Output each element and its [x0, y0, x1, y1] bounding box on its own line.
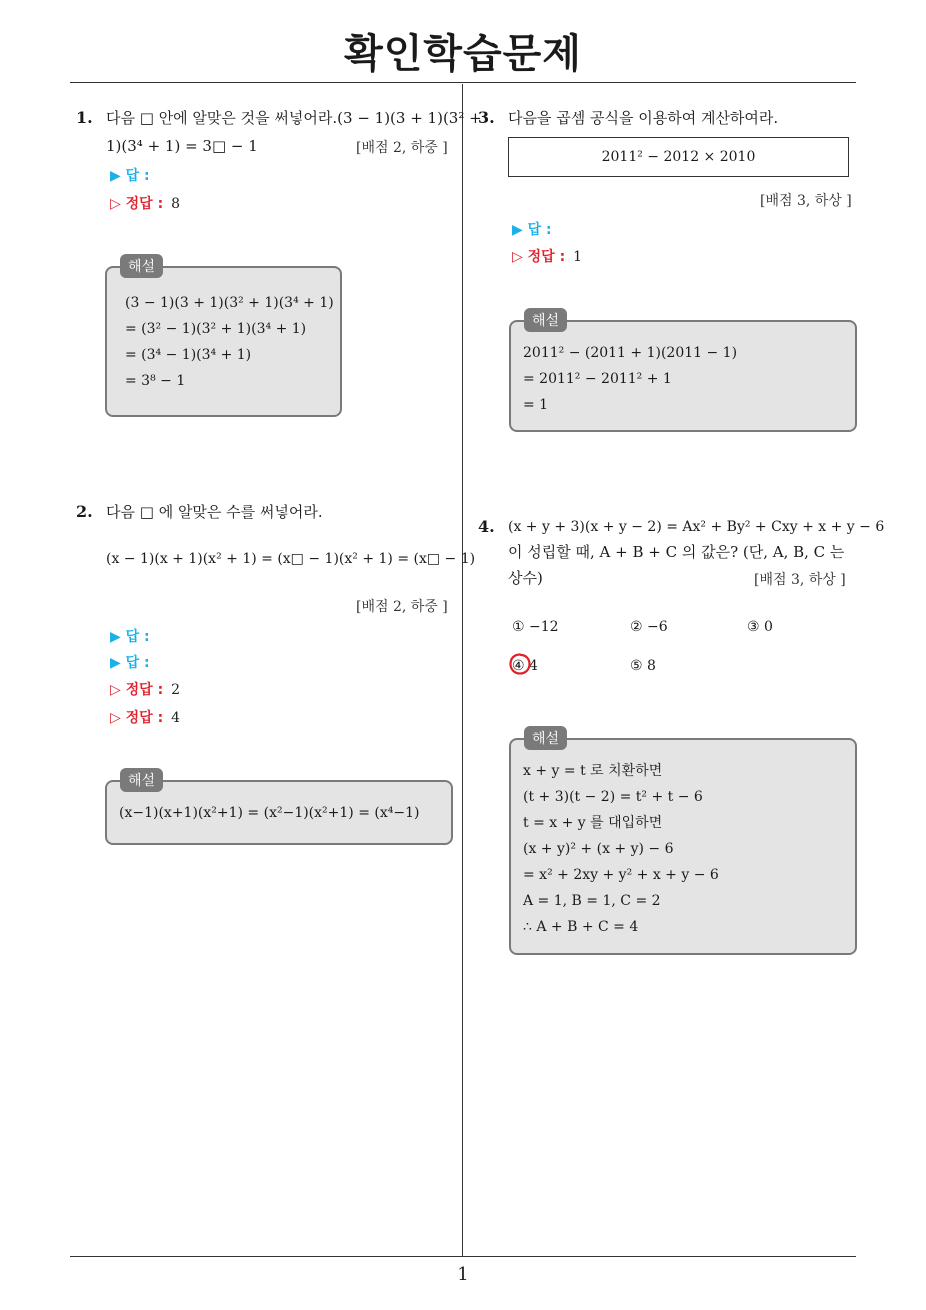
q1-number: 1. [76, 108, 93, 127]
q1-correct-row [110, 193, 180, 213]
q4-solution-lines [523, 758, 719, 940]
q2-correct-label-2: ▷ 정답 : [110, 710, 164, 726]
q4-choice-5[interactable]: ⑤ 8 [630, 658, 656, 674]
q3-answer-label: ▶ 답 : [512, 222, 552, 238]
q4-choice-2[interactable]: ② −6 [630, 619, 668, 635]
q3-correct-row [512, 246, 582, 266]
q4-solution-tag: 해설 [524, 726, 567, 750]
q2-solution-tag: 해설 [120, 768, 163, 792]
page-number: 1 [457, 1264, 469, 1285]
q3-correct-label: ▷ 정답 : [512, 249, 566, 265]
q1-solution-line: = (3² − 1)(3² + 1)(3⁴ + 1) [125, 321, 307, 337]
q2-text: 다음 □ 에 알맞은 수를 써넣어라. [106, 503, 323, 521]
q4-solution-line: = x² + 2xy + y² + x + y − 6 [523, 867, 719, 883]
top-rule [70, 82, 856, 83]
q2-answer-label-2: ▶ 답 : [110, 655, 150, 671]
q3-meta: [배점 3, 하상 ] [760, 193, 852, 209]
q3-expression: 2011² − 2012 × 2010 [601, 149, 756, 165]
q4-text-line1: (x + y + 3)(x + y − 2) = Ax² + By² + Cxy + x + y − 6 [508, 519, 885, 535]
q2-correct-row-1 [110, 679, 180, 699]
q1-meta: [배점 2, 하중 ] [356, 140, 448, 156]
q1-text-line2: 1)(3⁴ + 1) = 3□ − 1 [106, 137, 258, 155]
q4-solution-box [509, 738, 857, 955]
q1-solution-lines [125, 290, 334, 394]
q3-correct-value: 1 [573, 249, 583, 265]
q2-correct-value-1: 2 [171, 682, 181, 698]
q3-number: 3. [478, 108, 495, 127]
q1-answer-label: ▶ 답 : [110, 168, 150, 184]
q2-correct-row-2 [110, 707, 180, 727]
q3-solution-line: = 2011² − 2011² + 1 [523, 371, 672, 387]
q1-solution-box [105, 266, 342, 417]
q4-solution-line: A = 1, B = 1, C = 2 [523, 893, 661, 909]
q3-solution-box [509, 320, 857, 432]
q1-text-line1: 다음 □ 안에 알맞은 것을 써넣어라.(3 − 1)(3 + 1)(3² + [106, 109, 482, 127]
q2-number: 2. [76, 502, 93, 521]
q3-solution-tag: 해설 [524, 308, 567, 332]
q1-correct-label: ▷ 정답 : [110, 196, 164, 212]
q1-solution-line: = 3⁸ − 1 [125, 373, 186, 389]
page-title: 확인학습문제 [344, 31, 582, 77]
q1-solution-line: (3 − 1)(3 + 1)(3² + 1)(3⁴ + 1) [125, 295, 334, 311]
q2-meta: [배점 2, 하중 ] [356, 599, 448, 615]
q1-correct-value: 8 [171, 196, 181, 212]
q3-text: 다음을 곱셈 공식을 이용하여 계산하여라. [508, 109, 779, 127]
q2-answer-label-1: ▶ 답 : [110, 629, 150, 645]
q4-solution-line: ∴ A + B + C = 4 [523, 919, 639, 935]
q2-equation: (x − 1)(x + 1)(x² + 1) = (x□ − 1)(x² + 1) = (x□ − 1) [106, 551, 476, 567]
q4-solution-line: x + y = t 로 치환하면 [523, 763, 663, 779]
q3-solution-line: 2011² − (2011 + 1)(2011 − 1) [523, 345, 738, 361]
q4-solution-line: (x + y)² + (x + y) − 6 [523, 841, 674, 857]
q2-correct-value-2: 4 [171, 710, 181, 726]
q2-correct-label-1: ▷ 정답 : [110, 682, 164, 698]
column-divider [462, 84, 463, 1256]
q1-solution-line: = (3⁴ − 1)(3⁴ + 1) [125, 347, 252, 363]
q3-expression-box [508, 137, 849, 177]
q4-choice-4[interactable]: ④ 4 [512, 658, 538, 674]
q4-text-line3: 상수) [508, 569, 543, 587]
q4-choice-3[interactable]: ③ 0 [747, 619, 773, 635]
q2-solution-line: (x−1)(x+1)(x²+1) = (x²−1)(x²+1) = (x⁴−1) [119, 805, 420, 821]
q4-choice-1[interactable]: ① −12 [512, 619, 559, 635]
q4-text-line2: 이 성립할 때, A + B + C 의 값은? (단, A, B, C 는 [508, 543, 845, 561]
bottom-rule [70, 1256, 856, 1257]
q4-meta: [배점 3, 하상 ] [754, 572, 846, 588]
q4-number: 4. [478, 517, 495, 536]
q4-solution-line: (t + 3)(t − 2) = t² + t − 6 [523, 789, 703, 805]
q4-solution-line: t = x + y 를 대입하면 [523, 815, 663, 831]
q3-solution-line: = 1 [523, 397, 549, 413]
selected-answer-circle-icon [508, 652, 532, 676]
q3-solution-lines [523, 340, 737, 418]
q2-solution-lines [119, 800, 419, 826]
q1-solution-tag: 해설 [120, 254, 163, 278]
